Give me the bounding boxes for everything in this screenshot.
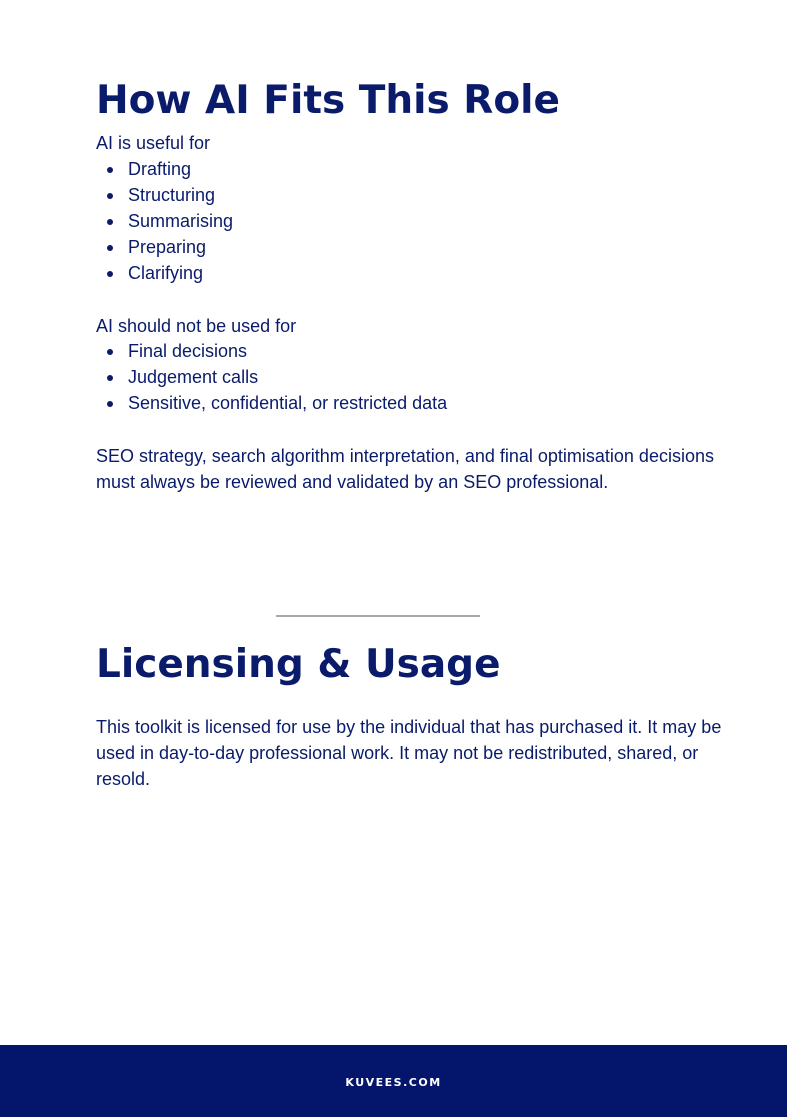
not-used-list [96,338,447,416]
list-item [96,208,233,234]
useful-intro-text: AI is useful for [96,133,211,153]
list-item-label: Preparing [128,237,207,257]
list-item-label: Sensitive, confidential, or restricted data [128,393,448,413]
section-title-licensing: Licensing & Usage [96,642,501,687]
list-item [96,364,447,390]
bullet-icon [107,167,113,173]
list-item-label: Clarifying [128,263,204,283]
list-item [96,260,233,286]
not-used-intro-text: AI should not be used for [96,316,297,336]
bullet-icon [107,271,113,277]
bullet-icon [107,349,113,355]
list-item-label: Structuring [128,185,216,205]
list-item-label: Final decisions [128,341,248,361]
list-item [96,390,447,416]
footer-bar [0,1045,787,1117]
section-title-ai-role: How AI Fits This Role [96,78,560,123]
footer-website-link[interactable]: KUVEES.COM [345,1076,442,1089]
licensing-body-text: This toolkit is licensed for use by the individual that has purchased it. It may be used in day-to-day professional work. It may not be redistributed, shared, or resold. [96,717,722,789]
bullet-icon [107,193,113,199]
list-item-label: Judgement calls [128,367,259,387]
list-item [96,234,233,260]
seo-review-note: SEO strategy, search algorithm interpretation, and final optimisation decisions must always be reviewed and validated by an SEO professional. [96,446,714,492]
list-item [96,182,233,208]
bullet-icon [107,219,113,225]
list-item [96,156,233,182]
useful-list [96,156,233,286]
bullet-icon [107,401,113,407]
bullet-icon [107,375,113,381]
section-divider [276,615,480,617]
list-item-label: Summarising [128,211,234,231]
list-item-label: Drafting [128,159,192,179]
list-item [96,338,447,364]
bullet-icon [107,245,113,251]
